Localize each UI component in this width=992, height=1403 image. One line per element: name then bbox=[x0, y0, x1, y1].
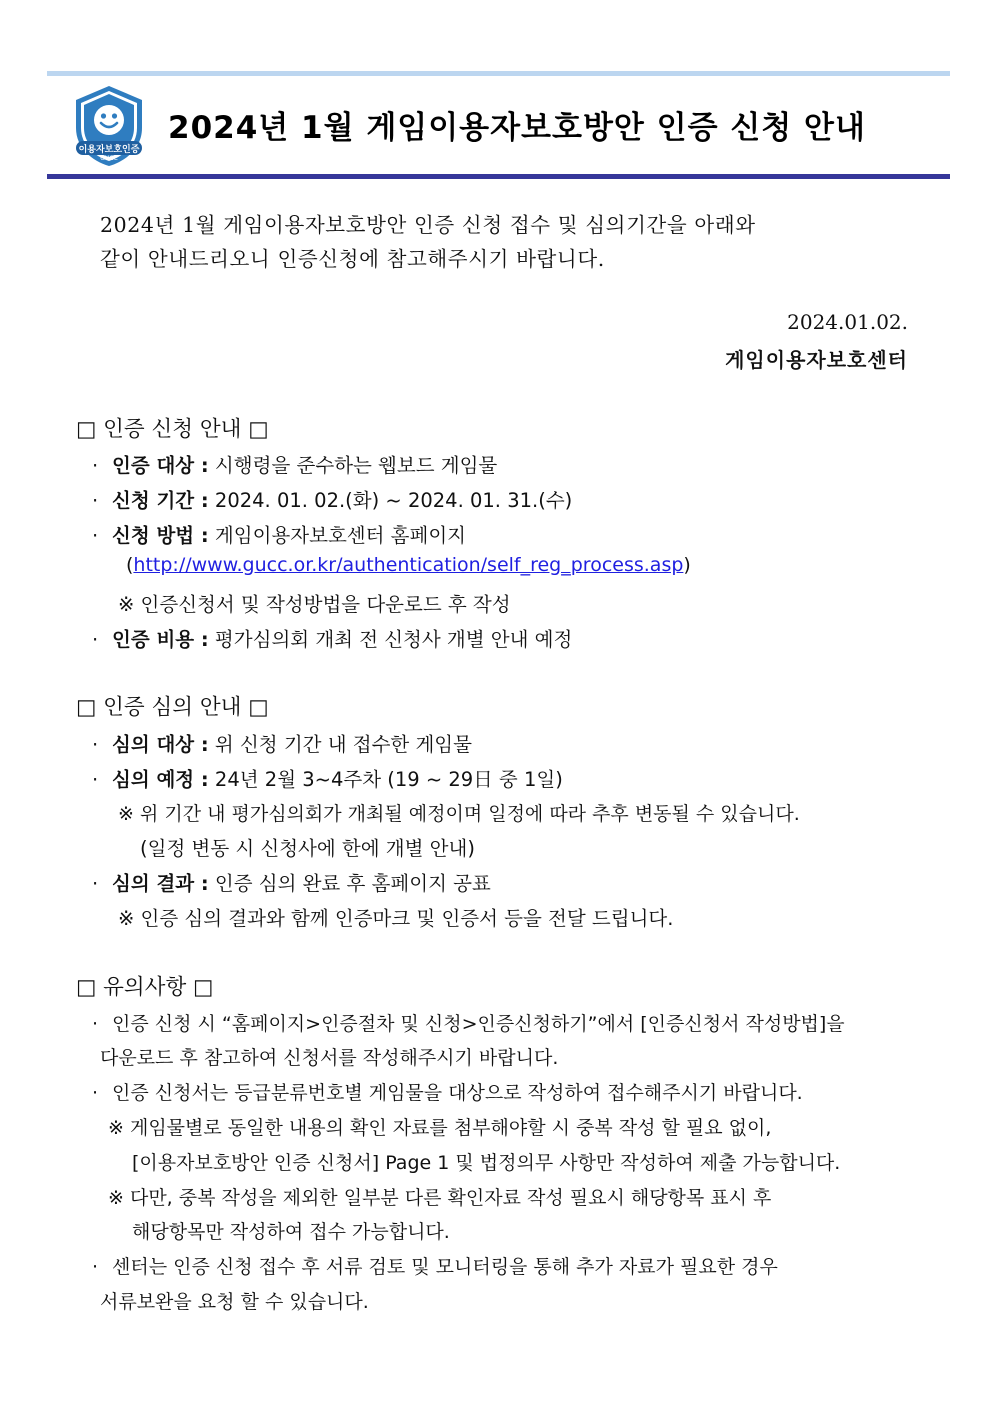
list-item: · 인증 신청서는 등급분류번호별 게임물을 대상으로 작성하여 접수해주시기 바랍니다. bbox=[92, 1082, 803, 1104]
notice-date: 2024.01.02. bbox=[787, 310, 908, 334]
item-label: 인증 비용 : bbox=[112, 628, 209, 651]
note-line: ※ 위 기간 내 평가심의회가 개최될 예정이며 일정에 따라 추후 변동될 수 있습니다. bbox=[118, 803, 800, 825]
item-value: 2024. 01. 02.(화) ~ 2024. 01. 31.(수) bbox=[208, 489, 573, 512]
item-text: 인증 신청 시 “홈페이지>인증절차 및 신청>인증신청하기”에서 [인증신청서 작성방법]을 bbox=[112, 1013, 845, 1035]
paren-open: ( bbox=[126, 554, 134, 576]
header-top-rule bbox=[47, 71, 950, 76]
list-item: · 인증 신청 시 “홈페이지>인증절차 및 신청>인증신청하기”에서 [인증신청서 작성방법]을 bbox=[92, 1013, 845, 1035]
header-bottom-rule bbox=[47, 174, 950, 179]
url-line bbox=[126, 554, 691, 576]
list-item: · 신청 방법 : 게임이용자보호센터 홈페이지 bbox=[92, 524, 467, 547]
list-item: · 심의 예정 : 24년 2월 3~4주차 (19 ~ 29日 중 1일) bbox=[92, 768, 563, 791]
note-line: 해당항목만 작성하여 접수 가능합니다. bbox=[132, 1221, 450, 1243]
item-value: 인증 심의 완료 후 홈페이지 공표 bbox=[208, 872, 491, 895]
list-item: · 신청 기간 : 2024. 01. 02.(화) ~ 2024. 01. 31.(수) bbox=[92, 489, 573, 512]
note-line: [이용자보호방안 인증 신청서] Page 1 및 법정의무 사항만 작성하여 제출 가능합니다. bbox=[132, 1152, 841, 1174]
item-value: 평가심의회 개최 전 신청사 개별 안내 예정 bbox=[208, 628, 573, 651]
note-line: ※ 게임물별로 동일한 내용의 확인 자료를 첨부해야할 시 중복 작성 할 필요 없이, bbox=[108, 1117, 772, 1139]
logo-label: 이용자보호인증 bbox=[78, 145, 140, 155]
paren-close: ) bbox=[683, 554, 691, 576]
note-line: ※ 인증신청서 및 작성방법을 다운로드 후 작성 bbox=[118, 593, 511, 616]
page-title: 2024년 1월 게임이용자보호방안 인증 신청 안내 bbox=[168, 110, 866, 146]
list-item-continuation: 서류보완을 요청 할 수 있습니다. bbox=[100, 1291, 369, 1313]
list-item: · 센터는 인증 신청 접수 후 서류 검토 및 모니터링을 통해 추가 자료가 필요한 경우 bbox=[92, 1256, 778, 1278]
item-value: 24년 2월 3~4주차 (19 ~ 29日 중 1일) bbox=[208, 768, 563, 791]
organization-name: 게임이용자보호센터 bbox=[725, 348, 908, 372]
item-text: 인증 신청서는 등급분류번호별 게임물을 대상으로 작성하여 접수해주시기 바랍니다. bbox=[112, 1082, 803, 1104]
item-text: 센터는 인증 신청 접수 후 서류 검토 및 모니터링을 통해 추가 자료가 필요한 경우 bbox=[112, 1256, 778, 1278]
gucc-logo bbox=[72, 84, 146, 168]
section-heading-notes: □ 유의사항 □ bbox=[76, 975, 214, 1000]
intro-paragraph bbox=[100, 208, 910, 276]
intro-line: 같이 안내드리오니 인증신청에 참고해주시기 바랍니다. bbox=[100, 247, 605, 271]
item-label: 인증 대상 : bbox=[112, 454, 209, 477]
note-line: ※ 다만, 중복 작성을 제외한 일부분 다른 확인자료 작성 필요시 해당항목 표시 후 bbox=[108, 1187, 772, 1209]
intro-line: 2024년 1월 게임이용자보호방안 인증 신청 접수 및 심의기간을 아래와 bbox=[100, 213, 756, 237]
list-item-continuation: 다운로드 후 참고하여 신청서를 작성해주시기 바랍니다. bbox=[100, 1047, 559, 1069]
list-item: · 인증 비용 : 평가심의회 개최 전 신청사 개별 안내 예정 bbox=[92, 628, 573, 651]
section-heading-review: □ 인증 심의 안내 □ bbox=[76, 695, 269, 720]
application-link[interactable]: http://www.gucc.or.kr/authentication/self_reg_process.asp bbox=[133, 554, 684, 576]
item-label: 심의 대상 : bbox=[112, 733, 209, 756]
item-value: 위 신청 기간 내 접수한 게임물 bbox=[208, 733, 472, 756]
item-value: 시행령을 준수하는 웹보드 게임물 bbox=[208, 454, 498, 477]
item-value: 게임이용자보호센터 홈페이지 bbox=[208, 524, 467, 547]
logo-sub-label: GUCC bbox=[100, 155, 118, 162]
section-heading-application: □ 인증 신청 안내 □ bbox=[76, 417, 269, 442]
list-item: · 심의 대상 : 위 신청 기간 내 접수한 게임물 bbox=[92, 733, 472, 756]
list-item: · 심의 결과 : 인증 심의 완료 후 홈페이지 공표 bbox=[92, 872, 491, 895]
note-line: (일정 변동 시 신청사에 한에 개별 안내) bbox=[140, 837, 475, 860]
item-label: 신청 기간 : bbox=[112, 489, 209, 512]
note-line: ※ 인증 심의 결과와 함께 인증마크 및 인증서 등을 전달 드립니다. bbox=[118, 907, 674, 930]
list-item: · 인증 대상 : 시행령을 준수하는 웹보드 게임물 bbox=[92, 454, 498, 477]
item-label: 심의 결과 : bbox=[112, 872, 209, 895]
item-label: 심의 예정 : bbox=[112, 768, 209, 791]
item-label: 신청 방법 : bbox=[112, 524, 209, 547]
